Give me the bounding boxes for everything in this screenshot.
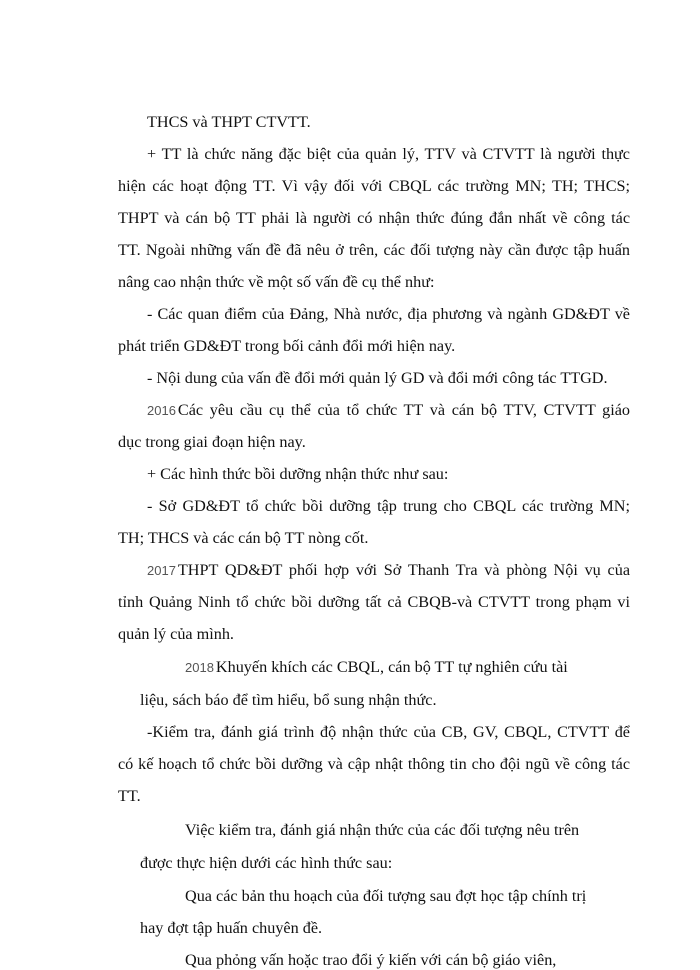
line-text: Khuyến khích các CBQL, cán bộ TT tự nghiên cứu tài bbox=[215, 658, 568, 676]
text-line: - Nội dung của vấn đề đổi mới quản lý GD và đổi mới công tác TTGD. bbox=[147, 369, 608, 387]
line-text: THPT QD&ĐT phối hợp với Sở Thanh Tra và phòng Nội vụ của bbox=[177, 561, 630, 579]
text-line: TT. bbox=[118, 787, 141, 805]
text-line: tỉnh Quảng Ninh tổ chức bồi dưỡng tất cả CBQB-và CTVTT trong phạm vi bbox=[118, 593, 630, 611]
text-line: được thực hiện dưới các hình thức sau: bbox=[140, 854, 393, 872]
line-text: Các yêu cầu cụ thể của tổ chức TT và cán bộ TTV, CTVTT giáo bbox=[177, 401, 630, 419]
line-number: 2017 bbox=[147, 563, 176, 578]
text-line: phát triển GD&ĐT trong bối cảnh đổi mới hiện nay. bbox=[118, 337, 456, 355]
text-line bbox=[147, 560, 630, 581]
text-line: hay đợt tập huấn chuyên đề. bbox=[140, 919, 323, 937]
text-line bbox=[147, 400, 630, 421]
text-line: Qua các bản thu hoạch của đối tượng sau đợt học tập chính trị bbox=[185, 887, 587, 905]
line-number: 2016 bbox=[147, 403, 176, 418]
text-line: hiện các hoạt động TT. Vì vậy đối với CBQL các trường MN; TH; THCS; bbox=[118, 177, 630, 195]
text-line: có kế hoạch tổ chức bồi dưỡng và cập nhật thông tin cho đội ngũ về công tác bbox=[118, 755, 630, 773]
text-line: - Các quan điểm của Đảng, Nhà nước, địa phương và ngành GD&ĐT về bbox=[147, 305, 630, 323]
text-line: TH; THCS và các cán bộ TT nòng cốt. bbox=[118, 529, 369, 547]
text-line: THPT và cán bộ TT phải là người có nhận thức đúng đắn nhất về công tác bbox=[118, 209, 630, 227]
text-line bbox=[185, 657, 568, 678]
text-line: liệu, sách báo để tìm hiểu, bổ sung nhận thức. bbox=[140, 691, 437, 709]
text-line: -Kiểm tra, đánh giá trình độ nhận thức của CB, GV, CBQL, CTVTT để bbox=[147, 723, 630, 741]
text-line: + Các hình thức bồi dưỡng nhận thức như sau: bbox=[147, 465, 449, 483]
text-line: dục trong giai đoạn hiện nay. bbox=[118, 433, 306, 451]
text-line: Qua phỏng vấn hoặc trao đổi ý kiến với cán bộ giáo viên, bbox=[185, 951, 557, 969]
line-number: 2018 bbox=[185, 660, 214, 675]
text-line: nâng cao nhận thức về một số vấn đề cụ thể như: bbox=[118, 273, 435, 291]
text-line: TT. Ngoài những vấn đề đã nêu ở trên, các đối tượng này cần được tập huấn bbox=[118, 241, 630, 259]
text-line: THCS và THPT CTVTT. bbox=[147, 113, 311, 131]
text-line: quản lý của mình. bbox=[118, 625, 234, 643]
text-line: - Sở GD&ĐT tổ chức bồi dưỡng tập trung cho CBQL các trường MN; bbox=[147, 497, 630, 515]
text-line: Việc kiểm tra, đánh giá nhận thức của các đối tượng nêu trên bbox=[185, 821, 580, 839]
text-line: + TT là chức năng đặc biệt của quản lý, TTV và CTVTT là người thực bbox=[147, 145, 630, 163]
